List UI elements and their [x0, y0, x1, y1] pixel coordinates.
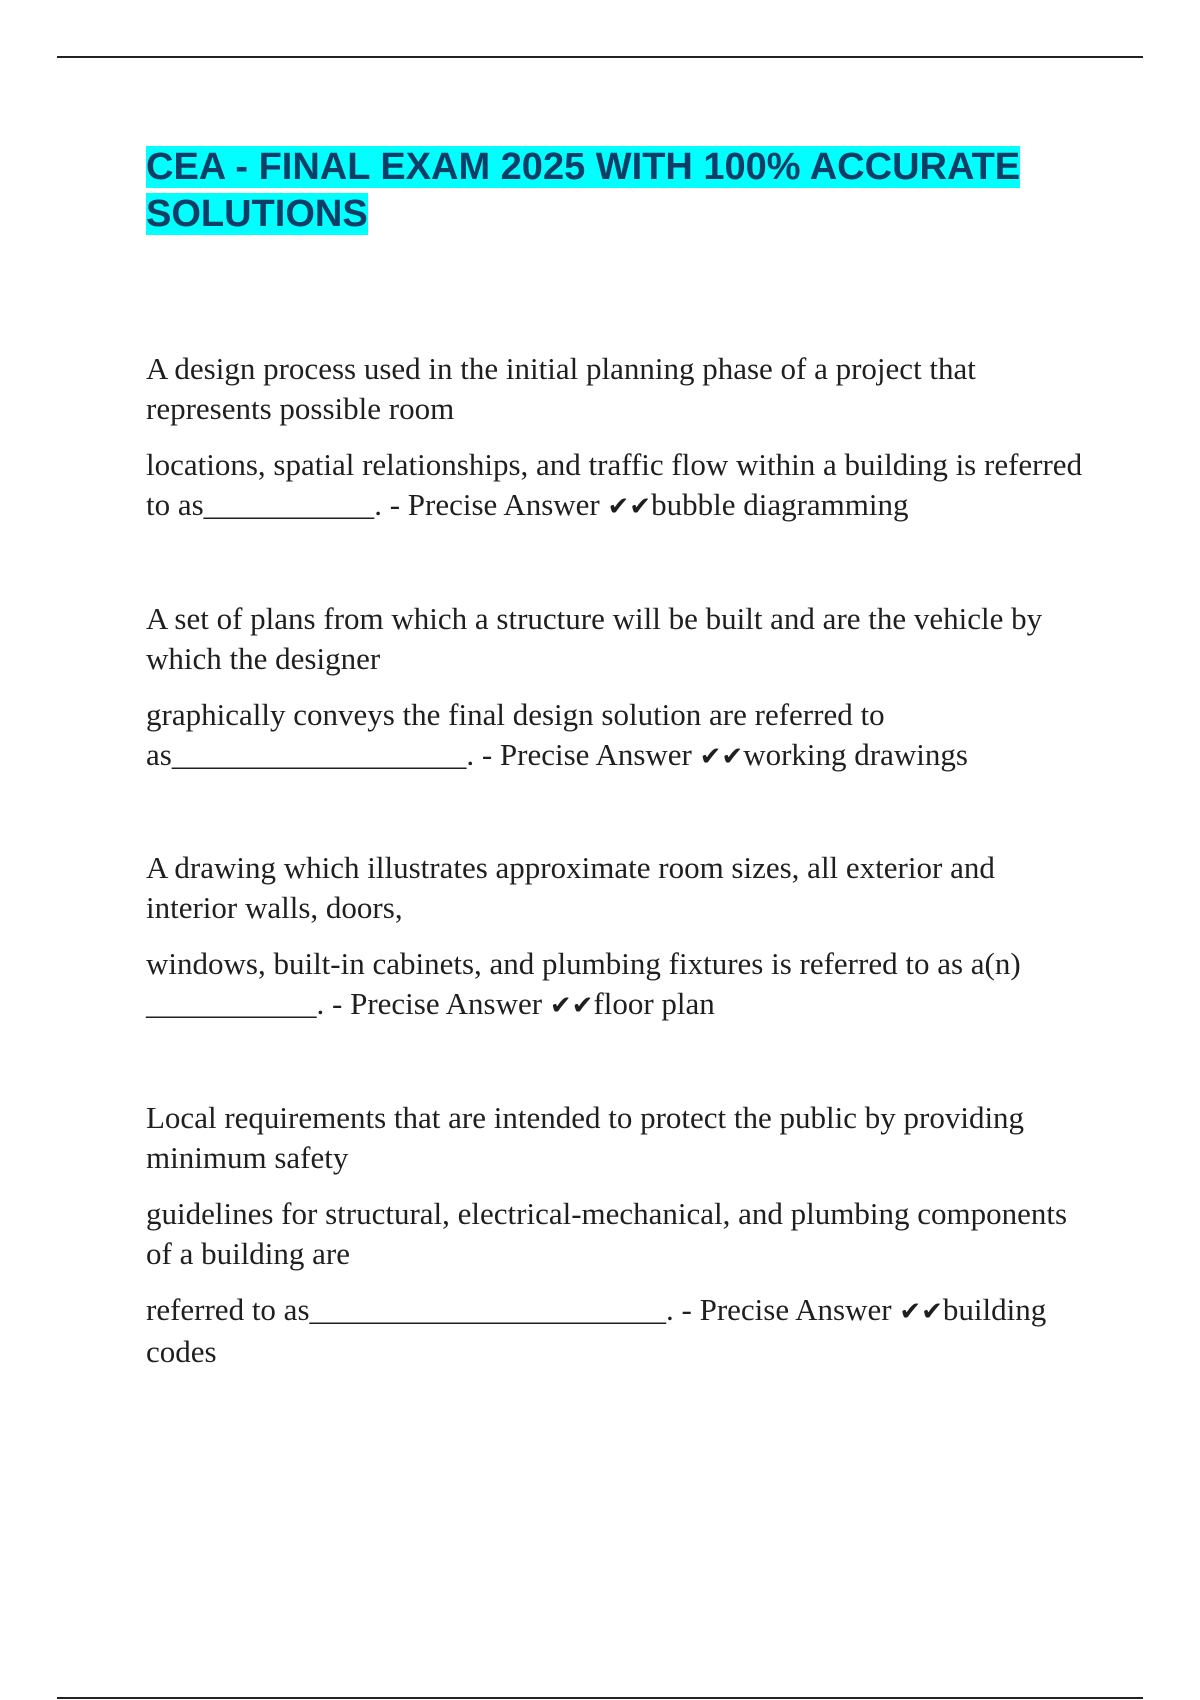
double-check-icon: ✔✔	[549, 991, 594, 1021]
title-highlight-line-1: CEA - FINAL EXAM 2025 WITH 100% ACCURATE	[146, 146, 1021, 188]
answer-prefix: . - Precise Answer	[316, 986, 550, 1021]
title-highlight-line-2: SOLUTIONS	[146, 193, 368, 235]
page-title	[146, 144, 1086, 238]
question-text-continued	[146, 1290, 1086, 1372]
double-check-icon: ✔✔	[607, 492, 652, 522]
answer-text: floor plan	[593, 986, 715, 1021]
question-text-continued	[146, 695, 1086, 777]
question-3	[146, 848, 1086, 1026]
answer-text: bubble diagramming	[651, 487, 909, 522]
question-2	[146, 599, 1086, 777]
answer-prefix: . - Precise Answer	[374, 487, 608, 522]
question-text-continued	[146, 944, 1086, 1026]
question-fragment: locations, spatial relationships, and traffic flow within a building is referred to as___________	[146, 447, 1083, 522]
question-fragment: graphically conveys the final design solution are referred to as___________________	[146, 697, 885, 772]
question-text: A design process used in the initial planning phase of a project that represents possible room	[146, 351, 976, 426]
answer-text: building codes	[146, 1292, 1047, 1369]
double-check-icon: ✔✔	[699, 742, 744, 772]
question-text: Local requirements that are intended to protect the public by providing minimum safety	[146, 1100, 1025, 1175]
question-4	[146, 1098, 1086, 1372]
question-1	[146, 349, 1086, 527]
question-text: A set of plans from which a structure will be built and are the vehicle by which the designer	[146, 601, 1043, 676]
double-check-icon: ✔✔	[899, 1297, 943, 1327]
answer-text: working drawings	[743, 737, 968, 772]
question-fragment: referred to as_______________________	[146, 1292, 667, 1327]
question-text-continued: guidelines for structural, electrical-mechanical, and plumbing components of a building are	[146, 1196, 1068, 1271]
answer-prefix: . - Precise Answer	[466, 737, 700, 772]
bottom-divider	[57, 1697, 1143, 1699]
top-divider	[57, 56, 1143, 58]
question-fragment: windows, built-in cabinets, and plumbing fixtures is referred to as a(n) ___________	[146, 946, 1021, 1021]
answer-prefix: . - Precise Answer	[666, 1292, 900, 1327]
question-text: A drawing which illustrates approximate room sizes, all exterior and interior walls, doors,	[146, 850, 995, 925]
question-text-continued	[146, 445, 1086, 527]
